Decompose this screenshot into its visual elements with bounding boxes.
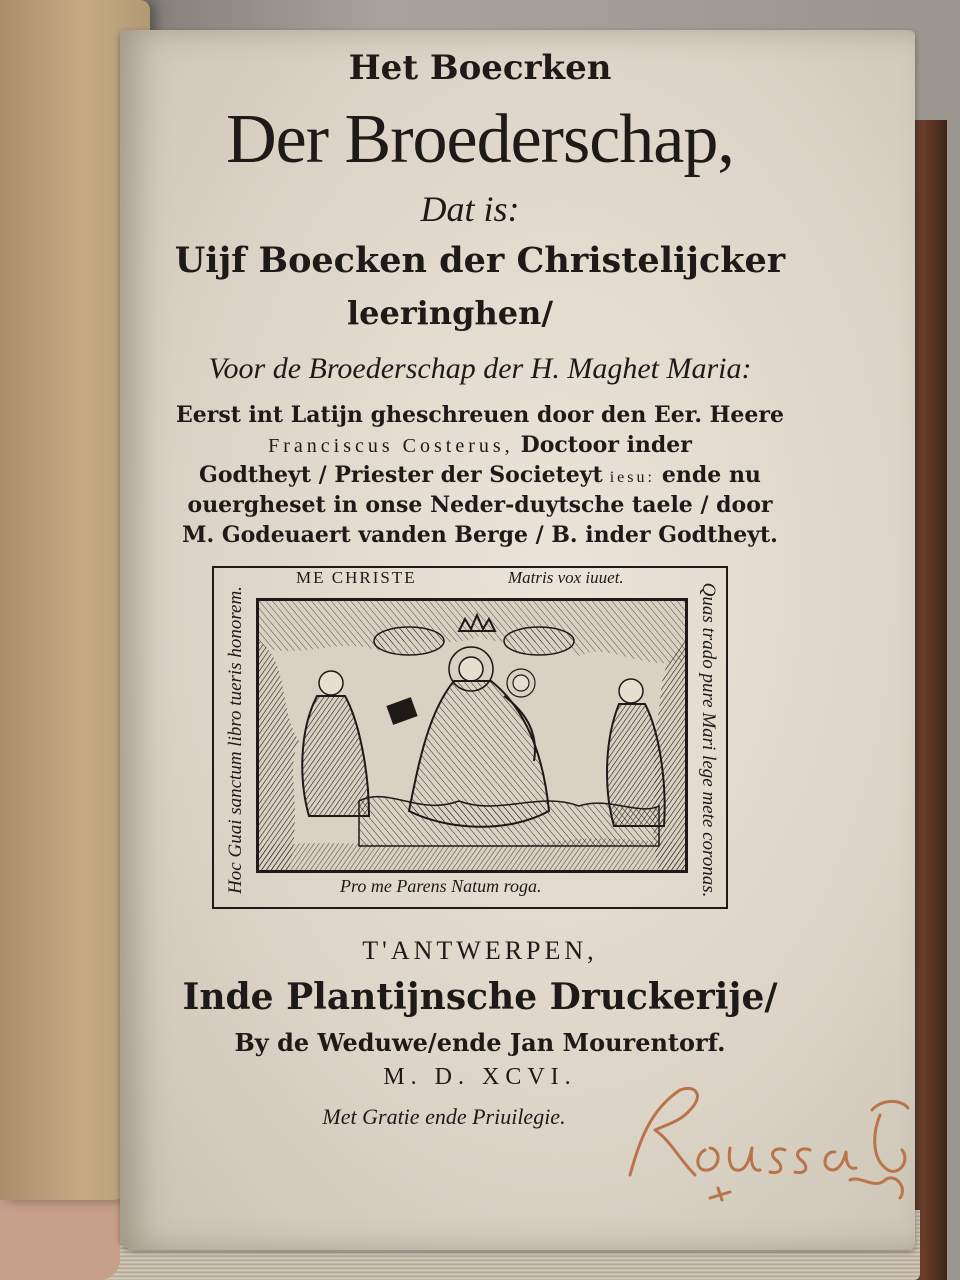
author-line-3 — [0, 462, 960, 488]
imprint-privilege: Met Gratie ende Priuilegie. — [322, 1104, 566, 1129]
title-line-5: leeringhen/ — [346, 294, 554, 332]
woodcut-right-caption: Quas trado pure Mari lege mete coronas. — [698, 582, 719, 898]
title-line-4: Uijf Boecken der Christelijcker — [174, 240, 786, 281]
handwritten-signature — [610, 1080, 920, 1210]
author-title: Doctoor inder — [520, 432, 692, 458]
signature-drawing — [610, 1080, 920, 1210]
translator-line-2: M. Godeuaert vanden Berge / B. inder Godtheyt. — [182, 522, 778, 548]
author-line-1: Eerst int Latijn gheschreuen door den Eer. Heere — [175, 402, 785, 428]
imprint-city: T'ANTWERPEN, — [362, 936, 598, 965]
woodcut-top-caption-a: ME CHRISTE — [296, 568, 417, 587]
title-main: Der Broederschap, — [226, 101, 734, 178]
author-line-3b: iesu: — [609, 469, 655, 486]
woodcut-top-caption-b: Matris vox iuuet. — [508, 568, 624, 587]
author-name: Franciscus Costerus, — [268, 435, 514, 457]
title-dat-is: Dat is: — [420, 189, 520, 229]
imprint-year: M. D. XCVI. — [383, 1064, 577, 1090]
author-line-3a: Godtheyt / Priester der Societeyt — [199, 462, 603, 488]
woodcut-image — [256, 598, 688, 873]
woodcut-bottom-caption: Pro me Parens Natum roga. — [340, 876, 542, 896]
author-line-3c: ende nu — [661, 462, 761, 488]
imprint-printers: By de Weduwe/ende Jan Mourentorf. — [234, 1028, 726, 1057]
translator-line-1: ouergheset in onse Neder-duytsche taele / door — [187, 492, 773, 518]
title-line-1: Het Boecrken — [348, 48, 612, 88]
imprint-press: Inde Plantijnsche Druckerije/ — [182, 976, 778, 1018]
title-line-6: Voor de Broederschap der H. Maghet Maria: — [208, 352, 752, 385]
woodcut-left-caption: Hoc Guai sanctum libro tueris honorem. — [225, 586, 246, 894]
author-line-2 — [0, 432, 960, 458]
woodcut-illustration — [259, 601, 685, 870]
